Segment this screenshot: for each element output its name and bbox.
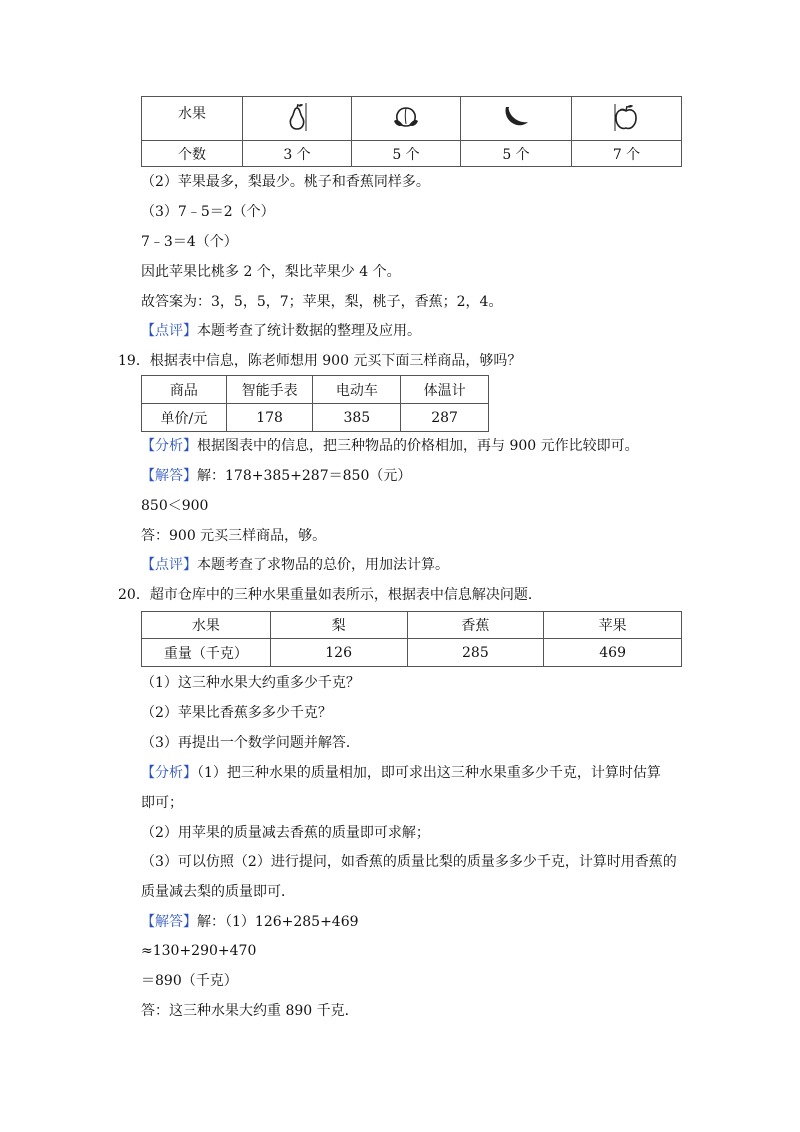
text-line: ≈130+290+470 [141,943,257,959]
table-cell: 5 个 [352,141,461,167]
table-cell: 285 [407,639,544,667]
question-title: 20．超市仓库中的三种水果重量如表所示，根据表中信息解决问题． [118,587,542,603]
solution-tag: 【解答】 [141,914,197,930]
banana-cell [461,97,572,141]
analysis-line [141,764,661,782]
question-title: 19．根据表中信息，陈老师想用 900 元买下面三样商品，够吗？ [118,353,522,369]
text-line: （2）苹果最多，梨最少。桃子和香蕉同样多。 [141,174,430,190]
solution-line [141,467,411,485]
analysis-text: 根据图表中的信息，把三种物品的价格相加，再与 900 元作比较即可。 [197,438,639,454]
text-line: （3）再提出一个数学问题并解答． [141,735,360,751]
table-row-label: 单价/元 [142,404,227,432]
table-cell: 469 [544,639,682,667]
peach-icon [391,104,421,134]
price-table [141,375,489,432]
apple-cell [572,97,682,141]
pear-icon [285,102,309,136]
text-line: 答：900 元买三样商品，够。 [141,528,327,544]
text-line: （1）这三种水果大约重多少千克？ [141,675,360,691]
text-line: 即可； [141,795,183,811]
solution-text: 解：178+385+287＝850（元） [197,468,412,484]
table-cell: 5 个 [461,141,572,167]
table-cell: 385 [313,404,401,432]
comment-tag: 【点评】 [141,557,197,573]
text-line: （3）可以仿照（2）进行提问，如香蕉的质量比梨的质量多多少千克，计算时用香蕉的 [141,854,677,870]
banana-icon [501,104,531,134]
table-row-label: 个数 [142,141,243,167]
table-cell: 126 [270,639,407,667]
solution-tag: 【解答】 [141,468,197,484]
table-header-cell: 商品 [142,376,227,404]
table-header-cell: 电动车 [313,376,401,404]
text-line: （3）7﹣5＝2（个） [141,204,275,220]
analysis-tag: 【分析】 [141,438,197,454]
table-cell: 7 个 [572,141,682,167]
comment-text: 本题考查了统计数据的整理及应用。 [197,323,421,339]
analysis-tag: 【分析】 [141,765,197,781]
text-line: （2）用苹果的质量减去香蕉的质量即可求解； [141,825,430,841]
comment-tag: 【点评】 [141,323,197,339]
weight-table [141,611,682,667]
table-cell: 287 [401,404,489,432]
pear-cell [243,97,352,141]
analysis-text: （1）把三种水果的质量相加，即可求出这三种水果重多少千克，计算时估算 [197,765,661,781]
apple-icon [613,102,641,136]
table-header-cell: 体温计 [401,376,489,404]
analysis-line [141,437,639,455]
table-header-cell: 苹果 [544,612,682,639]
text-line: ＝890（千克） [141,973,238,989]
table-header-cell: 梨 [270,612,407,639]
text-line: （2）苹果比香蕉多多少千克？ [141,705,332,721]
table-cell: 178 [226,404,313,432]
comment-line [141,556,449,574]
table-cell: 3 个 [243,141,352,167]
table-row-label: 重量（千克） [142,639,271,667]
text-line: 答：这三种水果大约重 890 千克． [141,1003,359,1019]
peach-cell [352,97,461,141]
table-header-cell: 智能手表 [226,376,313,404]
text-line: 质量减去梨的质量即可． [141,884,295,900]
text-line: 850＜900 [141,498,209,514]
solution-line [141,913,359,931]
comment-text: 本题考查了求物品的总价，用加法计算。 [197,557,449,573]
text-line: 因此苹果比桃多 2 个，梨比苹果少 4 个。 [141,264,401,280]
table-header-cell: 水果 [142,97,243,141]
fruit-count-table [141,96,682,167]
table-header-cell: 香蕉 [407,612,544,639]
comment-line [141,322,421,340]
solution-text: 解：（1）126+285+469 [197,914,359,930]
text-line: 7﹣3＝4（个） [141,234,238,250]
text-line: 故答案为：3，5，5，7；苹果，梨，桃子，香蕉；2，4。 [141,294,503,310]
table-header-cell: 水果 [142,612,271,639]
